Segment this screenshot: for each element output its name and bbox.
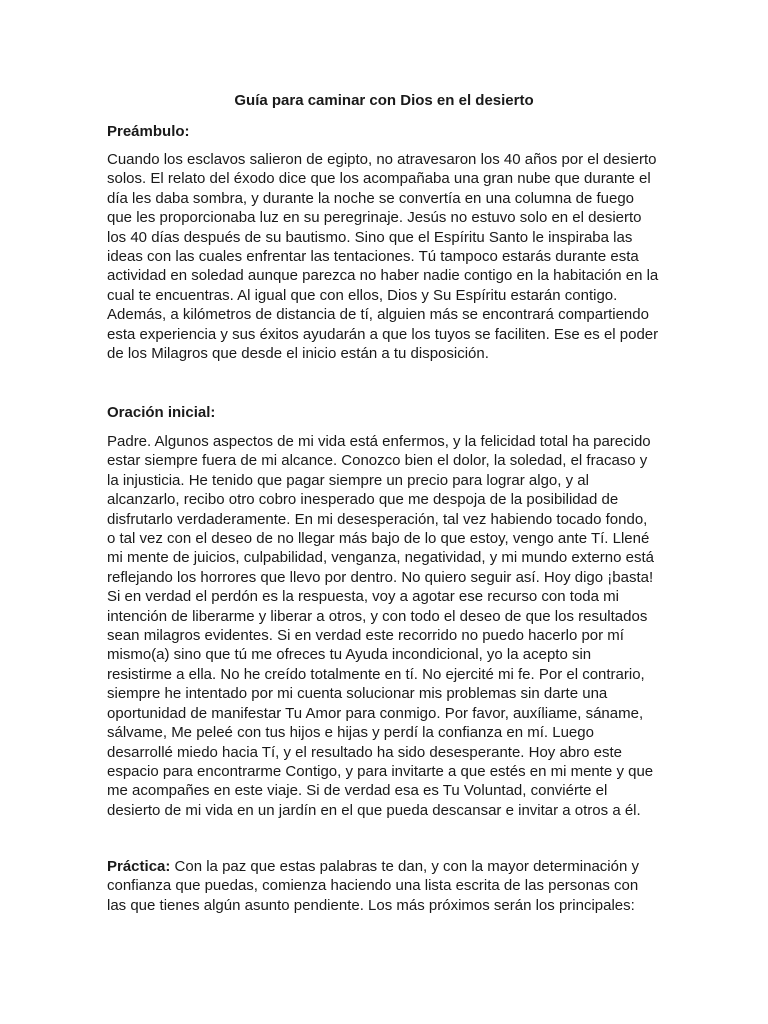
prayer-line: intención de liberarme y liberar a otros, y con todo el deseo de que los resultados	[107, 607, 648, 625]
preamble-heading: Preámbulo:	[107, 123, 190, 140]
practice-line: confianza que puedas, comienza haciendo una lista escrita de las personas con	[107, 877, 639, 895]
prayer-paragraph	[107, 432, 667, 820]
preamble-line: actividad en soledad aunque parezca no haber nadie contigo en la habitación en la	[107, 267, 659, 285]
prayer-line: mismo(a) sino que tú me ofreces tu Ayuda incondicional, yo la acepto sin	[107, 646, 592, 664]
prayer-line: sean milagros evidentes. Si en verdad este recorrido no puedo hacerlo por mí	[107, 627, 624, 645]
prayer-line: resistirme a ella. No he creído totalmente en tí. No ejercité mi fe. Por el contrario,	[107, 665, 645, 683]
prayer-line: Padre. Algunos aspectos de mi vida está enfermos, y la felicidad total ha parecido	[107, 433, 651, 450]
practice-heading: Práctica:	[107, 858, 171, 875]
practice-first-line	[107, 857, 667, 876]
preamble-line: Además, a kilómetros de distancia de tí, alguien más se encontrará compartiendo	[107, 306, 649, 324]
preamble-line: ideas con las cuales enfrentar las tentaciones. Tú tampoco estarás durante esta	[107, 248, 639, 266]
preamble-line: solos. El relato del éxodo dice que los acompañaba una gran nube que durante el	[107, 170, 651, 188]
prayer-line: reflejando los horrores que llevo por dentro. No quiero seguir así. Hoy digo ¡basta!	[107, 568, 654, 586]
prayer-line: oportunidad de manifestar Tu Amor para conmigo. Por favor, auxíliame, sáname,	[107, 704, 644, 722]
prayer-line: disfrutarlo verdaderamente. En mi desesperación, tal vez habiendo tocado fondo,	[107, 510, 648, 528]
prayer-line: desierto de mi vida en un jardín en el que pueda descansar e invitar a otros a él.	[107, 801, 641, 819]
prayer-line: la injusticia. He tenido que pagar siempre un precio para lograr algo, y al	[107, 471, 589, 489]
prayer-line: o tal vez con el deseo de no llegar más bajo de lo que estoy, vengo ante Tí. Llené	[107, 530, 650, 548]
prayer-line: me acompañes en este viaje. Si de verdad esa es Tu Voluntad, conviérte el	[107, 782, 608, 800]
prayer-heading: Oración inicial:	[107, 404, 216, 421]
practice-first-line-text: Con la paz que estas palabras te dan, y con la mayor determinación y	[170, 858, 639, 875]
preamble-line: Cuando los esclavos salieron de egipto, no atravesaron los 40 años por el desierto	[107, 151, 657, 168]
prayer-line: espacio para encontrarme Contigo, y para invitarte a que estés en mi mente y que	[107, 762, 654, 780]
prayer-line: Si en verdad el perdón es la respuesta, voy a agotar ese recurso con toda mi	[107, 588, 619, 606]
preamble-line: esta experiencia y sus éxitos ayudarán a que los tuyos se faciliten. Ese es el poder	[107, 325, 659, 343]
preamble-line: día les daba sombra, y durante la noche se convertía en una columna de fuego	[107, 189, 635, 207]
prayer-line: desarrollé miedo hacia Tí, y el resultado ha sido desesperante. Hoy abro este	[107, 743, 623, 761]
preamble-line: cual te encuentras. Al igual que con ellos, Dios y Su Espíritu estarán contigo.	[107, 286, 618, 304]
preamble-line: de los Milagros que desde el inicio están a tu disposición.	[107, 345, 489, 363]
preamble-paragraph	[107, 150, 667, 363]
preamble-line: que les proporcionaba luz en su peregrinaje. Jesús no estuvo solo en el desierto	[107, 209, 642, 227]
practice-paragraph	[107, 857, 667, 915]
prayer-line: alcanzarlo, recibo otro cobro inesperado que me despoja de la posibilidad de	[107, 491, 619, 509]
prayer-line: mi mente de juicios, culpabilidad, venganza, negatividad, y mi mundo externo está	[107, 549, 654, 567]
document-title: Guía para caminar con Dios en el desierto	[234, 92, 534, 109]
prayer-line: estar siempre fuera de mi alcance. Conozco bien el dolor, la soledad, el fracaso y	[107, 452, 648, 470]
preamble-line: los 40 días después de su bautismo. Sino que el Espíritu Santo le inspiraba las	[107, 228, 633, 246]
practice-line: las que tienes algún asunto pendiente. Los más próximos serán los principales:	[107, 896, 635, 914]
prayer-line: siempre he intentado por mi cuenta solucionar mis problemas sin darte una	[107, 685, 608, 703]
prayer-line: sálvame, Me peleé con tus hijos e hijas y perdí la confianza en mí. Luego	[107, 724, 594, 742]
